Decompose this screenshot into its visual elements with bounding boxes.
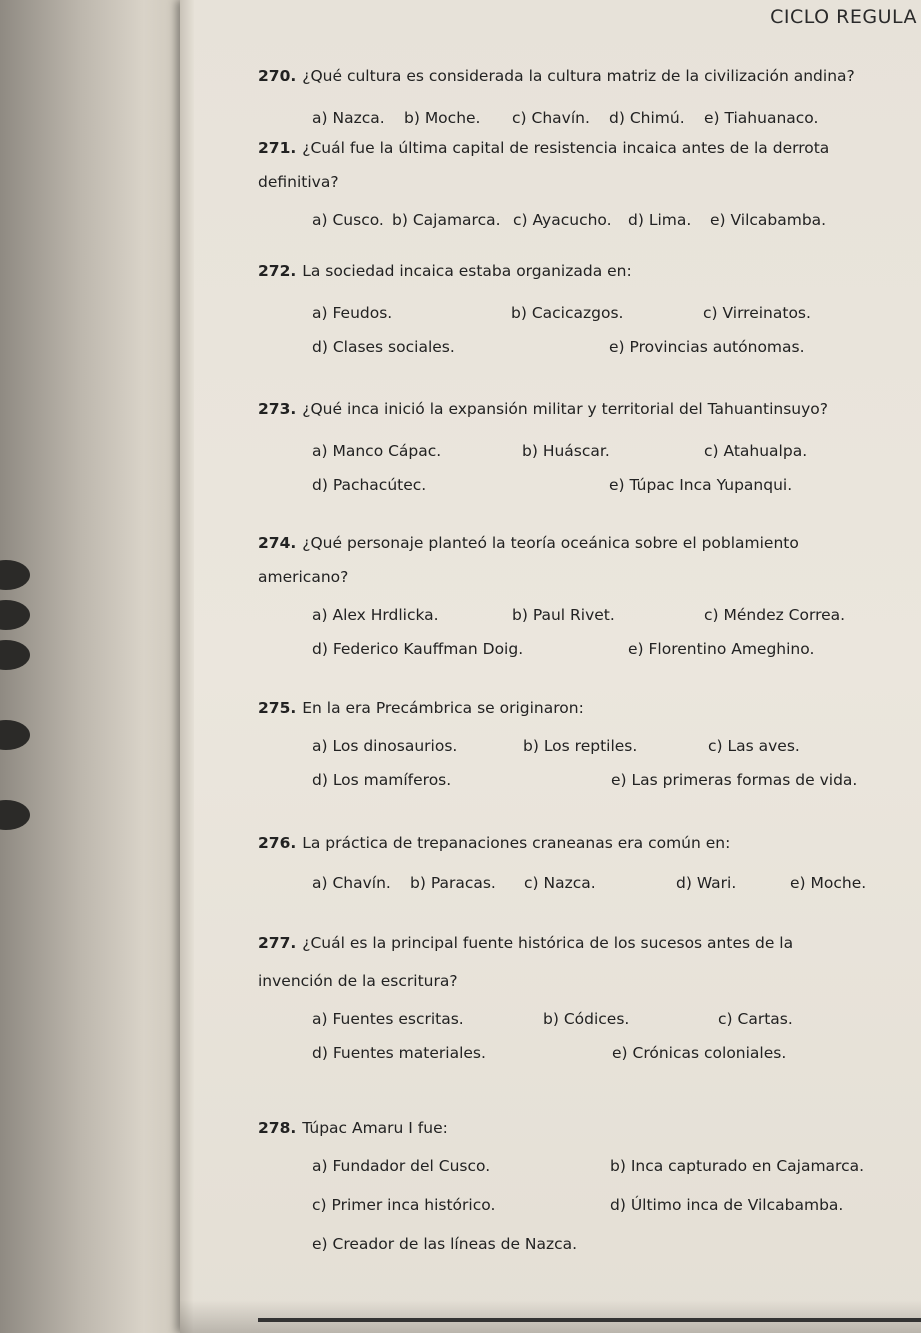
options-row (258, 1036, 911, 1070)
options-row (258, 632, 911, 666)
question-text (258, 393, 911, 426)
question-number: 278. (258, 1119, 297, 1137)
question-prompt-line1: ¿Qué personaje planteó la teoría oceánica sobre el poblamiento (302, 534, 799, 552)
option-e[interactable]: e) Creador de las líneas de Nazca. (312, 1235, 578, 1253)
binder-background (0, 0, 180, 1333)
question-278 (258, 1112, 911, 1261)
page-header: CICLO REGULA (770, 6, 917, 28)
option-c[interactable]: c) Ayacucho. (513, 211, 612, 229)
option-b[interactable]: b) Paracas. (410, 874, 496, 892)
option-e[interactable]: e) Provincias autónomas. (609, 338, 805, 356)
question-prompt-line2: definitiva? (258, 173, 339, 191)
question-text (258, 692, 911, 725)
option-c[interactable]: c) Méndez Correa. (704, 606, 846, 624)
options-row (258, 1149, 911, 1183)
option-c[interactable]: c) Las aves. (708, 737, 800, 755)
question-text (258, 255, 911, 288)
options-row (258, 598, 911, 632)
options-row (258, 101, 911, 135)
option-b[interactable]: b) Códices. (543, 1010, 630, 1028)
option-e[interactable]: e) Las primeras formas de vida. (611, 771, 858, 789)
question-prompt-line1: ¿Cuál es la principal fuente histórica de los sucesos antes de la (302, 934, 794, 952)
question-275 (258, 692, 911, 797)
question-prompt-line1: ¿Cuál fue la última capital de resistencia incaica antes de la derrota (302, 139, 830, 157)
options-row (258, 1002, 911, 1036)
option-d[interactable]: d) Los mamíferos. (312, 771, 452, 789)
binder-hole (0, 600, 30, 630)
option-b[interactable]: b) Cacicazgos. (511, 304, 624, 322)
question-273 (258, 393, 911, 502)
option-a[interactable]: a) Manco Cápac. (312, 442, 442, 460)
binder-hole (0, 640, 30, 670)
binder-hole (0, 720, 30, 750)
options-row (258, 763, 911, 797)
page-bottom-rule (258, 1318, 921, 1322)
option-c[interactable]: c) Atahualpa. (704, 442, 808, 460)
option-b[interactable]: b) Moche. (404, 109, 481, 127)
option-b[interactable]: b) Huáscar. (522, 442, 610, 460)
question-276 (258, 827, 911, 900)
option-a[interactable]: a) Feudos. (312, 304, 393, 322)
option-d[interactable]: d) Último inca de Vilcabamba. (610, 1196, 844, 1214)
option-a[interactable]: a) Los dinosaurios. (312, 737, 458, 755)
option-d[interactable]: d) Clases sociales. (312, 338, 455, 356)
option-d[interactable]: d) Federico Kauffman Doig. (312, 640, 524, 658)
question-number: 276. (258, 834, 297, 852)
question-text (258, 827, 911, 860)
question-text (258, 132, 911, 165)
option-a[interactable]: a) Cusco. (312, 211, 384, 229)
question-number: 275. (258, 699, 297, 717)
option-b[interactable]: b) Paul Rivet. (512, 606, 615, 624)
option-a[interactable]: a) Nazca. (312, 109, 385, 127)
option-e[interactable]: e) Florentino Ameghino. (628, 640, 815, 658)
options-row (258, 203, 911, 237)
option-b[interactable]: b) Inca capturado en Cajamarca. (610, 1157, 865, 1175)
page-bottom-shadow (180, 1300, 921, 1333)
options-row (258, 330, 911, 364)
option-e[interactable]: e) Tiahuanaco. (704, 109, 819, 127)
options-row (258, 866, 911, 900)
option-d[interactable]: d) Wari. (676, 874, 737, 892)
option-e[interactable]: e) Crónicas coloniales. (612, 1044, 787, 1062)
question-number: 277. (258, 934, 297, 952)
option-d[interactable]: d) Pachacútec. (312, 476, 427, 494)
option-a[interactable]: a) Alex Hrdlicka. (312, 606, 439, 624)
question-text (258, 527, 911, 560)
question-number: 274. (258, 534, 297, 552)
question-prompt-line2: americano? (258, 568, 349, 586)
question-270 (258, 60, 911, 135)
page-edge (180, 0, 194, 1333)
question-274 (258, 527, 911, 666)
question-text (258, 927, 911, 960)
option-d[interactable]: d) Chimú. (609, 109, 685, 127)
options-row (258, 468, 911, 502)
question-text (258, 60, 911, 93)
option-d[interactable]: d) Lima. (628, 211, 692, 229)
question-271 (258, 132, 911, 237)
option-e[interactable]: e) Vilcabamba. (710, 211, 827, 229)
option-d[interactable]: d) Fuentes materiales. (312, 1044, 486, 1062)
option-b[interactable]: b) Los reptiles. (523, 737, 638, 755)
option-c[interactable]: c) Cartas. (718, 1010, 793, 1028)
option-c[interactable]: c) Virreinatos. (703, 304, 811, 322)
question-prompt: ¿Qué inca inició la expansión militar y territorial del Tahuantinsuyo? (302, 400, 828, 418)
options-row (258, 1227, 911, 1261)
binder-hole (0, 560, 30, 590)
question-text (258, 1112, 911, 1145)
options-row (258, 1188, 911, 1222)
question-number: 270. (258, 67, 297, 85)
question-number: 273. (258, 400, 297, 418)
option-b[interactable]: b) Cajamarca. (392, 211, 501, 229)
question-prompt: ¿Qué cultura es considerada la cultura matriz de la civilización andina? (302, 67, 855, 85)
options-row (258, 296, 911, 330)
question-272 (258, 255, 911, 364)
option-e[interactable]: e) Túpac Inca Yupanqui. (609, 476, 793, 494)
question-number: 271. (258, 139, 297, 157)
option-e[interactable]: e) Moche. (790, 874, 867, 892)
question-prompt: En la era Precámbrica se originaron: (302, 699, 584, 717)
option-c[interactable]: c) Chavín. (512, 109, 590, 127)
question-prompt: Túpac Amaru I fue: (302, 1119, 448, 1137)
question-number: 272. (258, 262, 297, 280)
options-row (258, 434, 911, 468)
option-c[interactable]: c) Primer inca histórico. (312, 1196, 496, 1214)
option-a[interactable]: a) Fundador del Cusco. (312, 1157, 491, 1175)
question-prompt: La práctica de trepanaciones craneanas era común en: (302, 834, 731, 852)
options-row (258, 729, 911, 763)
binder-hole (0, 800, 30, 830)
question-277 (258, 927, 911, 1070)
option-a[interactable]: a) Fuentes escritas. (312, 1010, 464, 1028)
question-prompt: La sociedad incaica estaba organizada en: (302, 262, 632, 280)
question-prompt-line2: invención de la escritura? (258, 972, 458, 990)
option-c[interactable]: c) Nazca. (524, 874, 596, 892)
option-a[interactable]: a) Chavín. (312, 874, 391, 892)
